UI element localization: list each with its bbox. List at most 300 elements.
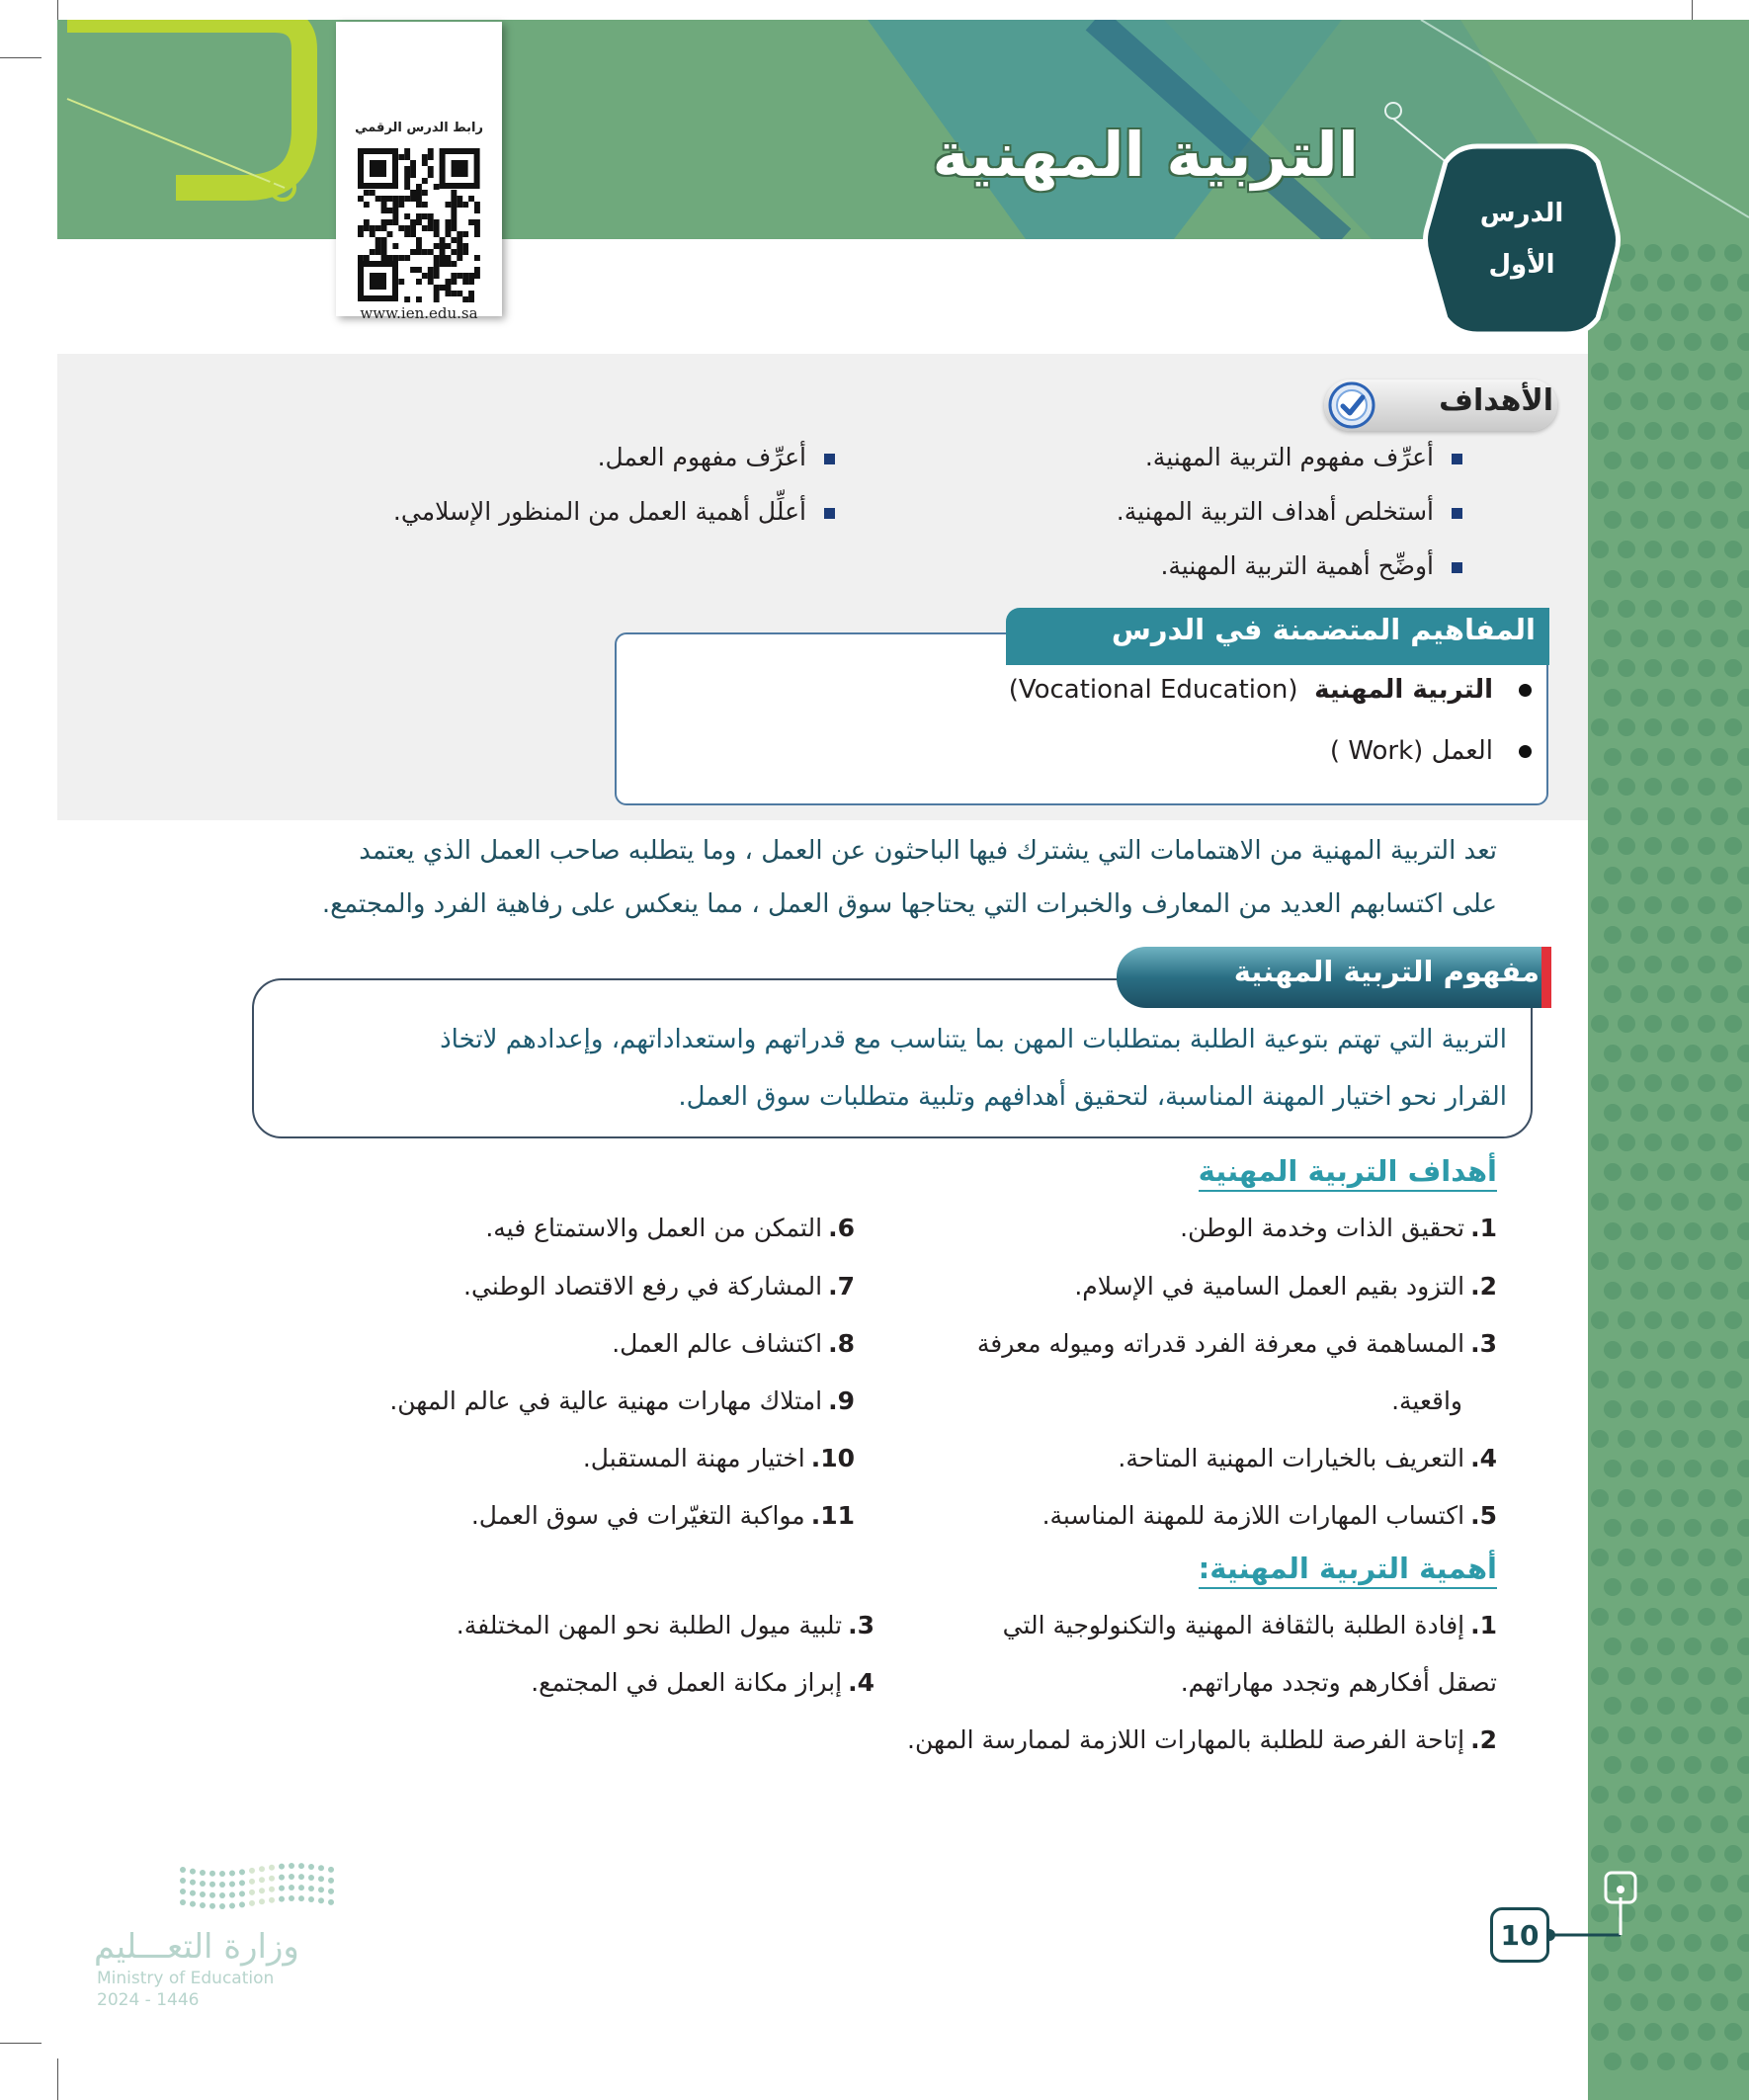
bullet-square	[824, 508, 835, 519]
goal-text: أعرِّف مفهوم العمل.	[597, 443, 806, 471]
decor-dot	[1671, 1252, 1689, 1270]
decor-dot	[1644, 1252, 1662, 1270]
decor-dot	[1591, 1193, 1609, 1211]
decor-dot	[1710, 630, 1728, 647]
decor-dot	[1657, 1400, 1675, 1418]
logo-dot	[239, 1890, 245, 1896]
logo-dot	[289, 1863, 294, 1869]
page-number-connector	[1541, 1868, 1660, 1947]
logo-dot	[269, 1865, 275, 1871]
objective-item	[1042, 1501, 1497, 1530]
logo-dot	[219, 1892, 225, 1898]
decor-dot	[1698, 1549, 1715, 1566]
logo-dot	[219, 1903, 225, 1909]
qr-module	[457, 202, 462, 208]
qr-module	[404, 166, 410, 172]
logo-dot	[239, 1901, 245, 1907]
item-number: 1.	[1470, 1214, 1497, 1242]
decor-dot	[1684, 985, 1702, 1003]
logo-dot	[190, 1890, 196, 1896]
decor-dot	[1644, 896, 1662, 914]
decor-dot	[1684, 392, 1702, 410]
decor-dot	[1591, 2023, 1609, 2041]
qr-module	[398, 154, 404, 160]
qr-code-icon[interactable]	[358, 148, 480, 302]
qr-module	[422, 249, 428, 255]
decor-dot	[1591, 837, 1609, 855]
logo-dot	[209, 1903, 215, 1909]
logo-dot	[328, 1867, 334, 1873]
decor-dot	[1737, 511, 1749, 529]
item-text: امتلاك مهارات مهنية عالية في عالم المهن.	[389, 1386, 823, 1415]
decor-dot	[1671, 1549, 1689, 1566]
decor-dot	[1644, 1964, 1662, 1981]
qr-module	[457, 243, 462, 249]
qr-label: رابط الدرس الرقمي	[355, 121, 483, 135]
decor-dot	[1604, 1815, 1622, 1833]
decor-dot	[1684, 689, 1702, 707]
qr-module	[404, 178, 410, 184]
item-text: تلبية ميول الطلبة نحو المهن المختلفة.	[456, 1611, 843, 1639]
decor-dot	[1630, 1519, 1648, 1537]
decor-dot	[1724, 481, 1742, 499]
decor-dot	[1671, 1904, 1689, 1922]
decor-dot	[1604, 1460, 1622, 1477]
qr-module	[381, 255, 387, 261]
item-number: 4.	[1470, 1444, 1497, 1472]
decor-dot	[1657, 807, 1675, 825]
decor-dot	[1657, 1104, 1675, 1122]
decor-dot	[1724, 1845, 1742, 1863]
qr-module	[440, 255, 446, 261]
logo-dot	[180, 1867, 186, 1873]
decor-dot	[1630, 689, 1648, 707]
qr-finder	[452, 160, 468, 177]
qr-module	[416, 279, 422, 285]
decor-dot	[1657, 1756, 1675, 1774]
qr-module	[364, 219, 370, 225]
qr-module	[440, 285, 446, 291]
decor-dot	[1644, 1371, 1662, 1388]
qr-module	[387, 208, 393, 213]
decor-dot	[1630, 1815, 1648, 1833]
decor-dot	[1644, 1430, 1662, 1448]
bullet-square	[824, 454, 835, 464]
lesson-badge-line: الأول	[1488, 250, 1555, 280]
decor-dot	[1710, 511, 1728, 529]
item-text: تحقيق الذات وخدمة الوطن.	[1180, 1214, 1465, 1242]
qr-module	[434, 231, 440, 237]
objective-item	[471, 1501, 855, 1530]
qr-module	[416, 267, 422, 273]
decor-dot	[1737, 1045, 1749, 1062]
decor-dot	[1724, 1608, 1742, 1626]
item-number: 9.	[828, 1386, 855, 1415]
decor-dot	[1710, 1934, 1728, 1952]
decor-dot	[1604, 1400, 1622, 1418]
decor-dot	[1591, 363, 1609, 380]
qr-module	[446, 243, 452, 249]
qr-module	[422, 160, 428, 166]
qr-module	[446, 285, 452, 291]
decor-dot	[1618, 1964, 1635, 1981]
qr-module	[434, 261, 440, 267]
decor-dot	[1737, 926, 1749, 944]
decor-dot	[1644, 956, 1662, 973]
decor-dot	[1604, 985, 1622, 1003]
decor-dot	[1591, 659, 1609, 677]
qr-module	[434, 285, 440, 291]
item-text: التمكن من العمل والاستمتاع فيه.	[485, 1214, 823, 1242]
logo-dot	[259, 1898, 265, 1904]
qr-module	[410, 196, 416, 202]
decor-dot	[1618, 659, 1635, 677]
logo-dot	[289, 1895, 294, 1901]
qr-module	[392, 202, 398, 208]
qr-module	[398, 225, 404, 231]
decor-dot	[1724, 1311, 1742, 1329]
decor-dot	[1684, 1875, 1702, 1892]
decor-dot	[1591, 1786, 1609, 1804]
decor-dot	[1618, 1311, 1635, 1329]
decor-dot	[1630, 1400, 1648, 1418]
decor-dot	[1591, 481, 1609, 499]
qr-module	[410, 172, 416, 178]
decor-dot	[1724, 1134, 1742, 1151]
decor-dot	[1698, 1608, 1715, 1626]
decor-dot	[1657, 1222, 1675, 1240]
qr-module	[387, 219, 393, 225]
qr-module	[422, 202, 428, 208]
decor-dot	[1737, 689, 1749, 707]
definition-tab-accent	[1541, 947, 1551, 1008]
qr-module	[440, 243, 446, 249]
decor-dot	[1618, 422, 1635, 440]
decor-dot	[1710, 452, 1728, 469]
decor-dot	[1724, 956, 1742, 973]
decor-dot	[1644, 481, 1662, 499]
qr-module	[387, 196, 393, 202]
qr-module	[392, 208, 398, 213]
decor-dot	[1591, 600, 1609, 618]
decor-dot	[1630, 1045, 1648, 1062]
item-text: اختيار مهنة المستقبل.	[582, 1444, 805, 1472]
qr-module	[370, 190, 375, 196]
decor-dot	[1618, 778, 1635, 796]
decor-dot	[1644, 1074, 1662, 1092]
qr-module	[428, 148, 434, 154]
decor-dot	[1644, 1193, 1662, 1211]
qr-module	[434, 267, 440, 273]
decor-dot	[1710, 1045, 1728, 1062]
decor-dot	[1710, 1222, 1728, 1240]
qr-module	[410, 249, 416, 255]
decor-dot	[1671, 481, 1689, 499]
decor-dot	[1618, 837, 1635, 855]
decor-dot	[1657, 1460, 1675, 1477]
qr-module	[474, 267, 480, 273]
decor-dot	[1710, 1638, 1728, 1655]
decor-dot	[1604, 926, 1622, 944]
goal-item	[1145, 443, 1462, 471]
decor-dot	[1671, 778, 1689, 796]
decor-dot	[1630, 1460, 1648, 1477]
qr-module	[451, 291, 457, 296]
decor-dot	[1657, 1815, 1675, 1833]
decor-dot	[1710, 1163, 1728, 1181]
decor-dot	[1684, 1341, 1702, 1359]
qr-module	[462, 231, 468, 237]
decor-dot	[1657, 452, 1675, 469]
decor-dot	[1710, 274, 1728, 292]
dot-pattern	[1588, 239, 1749, 2100]
qr-module	[446, 231, 452, 237]
qr-module	[387, 255, 393, 261]
decor-dot	[1591, 896, 1609, 914]
decor-dot	[1657, 1341, 1675, 1359]
decor-dot	[1657, 2053, 1675, 2070]
decor-dot	[1618, 1015, 1635, 1033]
goal-item	[1160, 551, 1462, 580]
goal-text: أستخلص أهداف التربية المهنية.	[1116, 497, 1434, 526]
item-number: 5.	[1470, 1501, 1497, 1530]
decor-dot	[1737, 452, 1749, 469]
decor-dot	[1604, 1341, 1622, 1359]
decor-dot	[1737, 1578, 1749, 1596]
qr-module	[446, 219, 452, 225]
importance-item-continued	[1181, 1668, 1497, 1697]
qr-module	[422, 225, 428, 231]
logo-dot	[308, 1886, 314, 1891]
decor-dot	[1618, 1134, 1635, 1151]
decor-dot	[1684, 570, 1702, 588]
decor-dot	[1698, 837, 1715, 855]
qr-module	[398, 202, 404, 208]
decor-dot	[1698, 778, 1715, 796]
decor-dot	[1710, 1815, 1728, 1833]
decor-dot	[1684, 452, 1702, 469]
item-number: 7.	[828, 1272, 855, 1301]
qr-module	[416, 296, 422, 302]
qr-module	[404, 255, 410, 261]
logo-dot	[298, 1863, 304, 1869]
qr-module	[457, 249, 462, 255]
qr-module	[451, 190, 457, 196]
decor-dot	[1618, 1074, 1635, 1092]
decor-dot	[1618, 1549, 1635, 1566]
qr-module	[474, 255, 480, 261]
decor-dot	[1671, 1371, 1689, 1388]
qr-module	[462, 202, 468, 208]
qr-module	[416, 243, 422, 249]
decor-dot	[1644, 422, 1662, 440]
logo-dot	[289, 1885, 294, 1890]
logo-dot	[308, 1875, 314, 1881]
logo-dot	[259, 1888, 265, 1893]
decor-dot	[1671, 659, 1689, 677]
decor-dot	[1630, 1282, 1648, 1300]
qr-card[interactable]	[336, 22, 502, 322]
decor-dot	[1604, 1697, 1622, 1715]
decor-dot	[1671, 363, 1689, 380]
importance-item	[1003, 1611, 1497, 1639]
decor-dot	[1684, 748, 1702, 766]
qr-module	[381, 225, 387, 231]
qr-module	[428, 166, 434, 172]
decor-dot	[1630, 570, 1648, 588]
qr-module	[358, 231, 364, 237]
logo-dot	[249, 1900, 255, 1906]
decor-dot	[1710, 333, 1728, 351]
qr-module	[422, 178, 428, 184]
objective-item	[463, 1272, 855, 1301]
concept-ar: العمل	[1431, 736, 1493, 766]
decor-dot	[1604, 452, 1622, 469]
decor-dot	[1618, 718, 1635, 736]
decor-dot	[1710, 689, 1728, 707]
ministry-name-ar: وزارة التعـــليم	[94, 1927, 299, 1967]
logo-dot	[308, 1864, 314, 1870]
decor-dot	[1710, 1282, 1728, 1300]
decor-dot	[1737, 1163, 1749, 1181]
decor-dot	[1591, 422, 1609, 440]
decor-dot	[1737, 392, 1749, 410]
decor-dot	[1698, 1489, 1715, 1507]
objectives-heading: أهداف التربية المهنية	[1199, 1154, 1497, 1192]
decor-dot	[1604, 630, 1622, 647]
decor-dot	[1698, 1134, 1715, 1151]
goal-item	[1117, 497, 1462, 526]
qr-module	[422, 190, 428, 196]
decor-dot	[1657, 333, 1675, 351]
objective-item	[977, 1329, 1497, 1358]
decor-dot	[1737, 1222, 1749, 1240]
decor-dot	[1618, 541, 1635, 558]
qr-module	[428, 249, 434, 255]
decor-dot	[1630, 1578, 1648, 1596]
decor-dot	[1657, 1993, 1675, 2011]
goal-item	[598, 443, 835, 471]
item-text: اكتشاف عالم العمل.	[612, 1329, 823, 1358]
decor-dot	[1657, 1163, 1675, 1181]
decor-dot	[1630, 867, 1648, 884]
decor-dot	[1644, 2023, 1662, 2041]
qr-module	[462, 243, 468, 249]
qr-module	[474, 208, 480, 213]
decor-dot	[1591, 1964, 1609, 1981]
decor-dot	[1684, 1400, 1702, 1418]
decor-dot	[1684, 1578, 1702, 1596]
decor-dot	[1724, 1430, 1742, 1448]
qr-module	[434, 255, 440, 261]
qr-module	[375, 196, 381, 202]
decor-dot	[1591, 778, 1609, 796]
decor-dot	[1657, 926, 1675, 944]
decor-dot	[1591, 1430, 1609, 1448]
qr-module	[392, 196, 398, 202]
qr-module	[364, 225, 370, 231]
decor-dot	[1671, 422, 1689, 440]
logo-dot	[209, 1871, 215, 1877]
decor-dot	[1630, 333, 1648, 351]
decor-dot	[1724, 1489, 1742, 1507]
decor-dot	[1657, 1282, 1675, 1300]
decor-dot	[1591, 1549, 1609, 1566]
logo-dot	[200, 1891, 206, 1897]
crop-mark	[0, 2043, 42, 2044]
qr-module	[381, 249, 387, 255]
decor-dot	[1724, 1786, 1742, 1804]
decor-dot	[1724, 1074, 1742, 1092]
qr-module	[404, 184, 410, 190]
decor-dot	[1644, 1786, 1662, 1804]
logo-dot	[298, 1885, 304, 1890]
decor-dot	[1698, 541, 1715, 558]
qr-url[interactable]: www.ien.edu.sa	[360, 304, 478, 322]
decor-dot	[1604, 1222, 1622, 1240]
qr-module	[474, 225, 480, 231]
qr-finder	[370, 160, 386, 177]
qr-module	[462, 279, 468, 285]
bullet-dot	[1519, 745, 1532, 758]
qr-module	[404, 231, 410, 237]
bullet-dot	[1519, 684, 1532, 697]
decor-dot	[1710, 748, 1728, 766]
qr-module	[451, 208, 457, 213]
decor-dot	[1710, 1875, 1728, 1892]
item-text: تصقل أفكارهم وتجدد مهاراتهم.	[1180, 1668, 1497, 1697]
decor-dot	[1710, 1756, 1728, 1774]
decor-dot	[1698, 1193, 1715, 1211]
decor-dot	[1724, 1371, 1742, 1388]
logo-dot	[289, 1874, 294, 1880]
decor-dot	[1710, 1578, 1728, 1596]
logo-dot	[269, 1876, 275, 1882]
decor-dot	[1684, 630, 1702, 647]
qr-module	[428, 154, 434, 160]
page-number: 10	[1490, 1907, 1549, 1963]
decor-dot	[1737, 1638, 1749, 1655]
definition-line: التربية التي تهتم بتوعية الطلبة بمتطلبات المهن بما يتناسب مع قدراتهم واستعداداتهم، وإعدادهم لاتخاذ	[440, 1025, 1507, 1054]
qr-module	[404, 172, 410, 178]
qr-module	[381, 237, 387, 243]
objective-item	[1074, 1272, 1497, 1301]
decor-dot	[1698, 1074, 1715, 1092]
decor-dot	[1604, 1163, 1622, 1181]
item-number: 11.	[810, 1501, 855, 1530]
decor-dot	[1710, 1104, 1728, 1122]
qr-module	[440, 237, 446, 243]
concept-item	[1330, 736, 1532, 766]
qr-module	[468, 291, 474, 296]
decor-dot	[1618, 1252, 1635, 1270]
item-text: اكتساب المهارات اللازمة للمهنة المناسبة.	[1041, 1501, 1465, 1530]
qr-module	[451, 225, 457, 231]
decor-dot	[1710, 1400, 1728, 1418]
decor-dot	[1644, 1667, 1662, 1685]
decor-dot	[1591, 1252, 1609, 1270]
crop-mark	[57, 2058, 58, 2100]
qr-module	[446, 279, 452, 285]
bullet-square	[1452, 454, 1462, 464]
decor-dot	[1737, 1341, 1749, 1359]
logo-dot	[229, 1870, 235, 1876]
decor-dot	[1604, 807, 1622, 825]
decor-dot	[1671, 541, 1689, 558]
decor-dot	[1644, 718, 1662, 736]
decor-dot	[1644, 1134, 1662, 1151]
decor-dot	[1698, 363, 1715, 380]
